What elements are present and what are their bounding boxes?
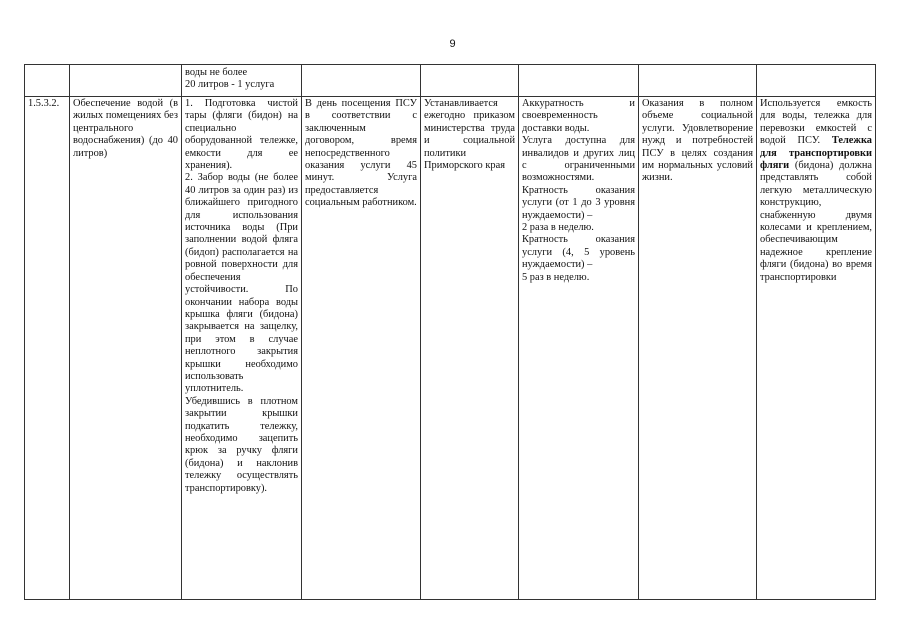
notes-intro: Используется емкость для воды, тележка для перевозки емкостей с водой ПСУ. <box>760 98 872 147</box>
service-code: 1.5.3.2. <box>25 97 70 600</box>
cell-empty <box>25 65 70 97</box>
cell-empty <box>421 65 519 97</box>
notes-rest: (бидона) должна представлять собой легкую металлическую конструкцию, снабженную двумя колесами и креплением, обеспечивающим надежное крепление фляги (бидона) во время транспортировки <box>760 160 872 283</box>
quality-line: Кратность оказания услуги (4, 5 уровень нуждаемости) – <box>522 234 635 271</box>
service-steps <box>182 97 302 600</box>
page-number: 9 <box>449 38 456 50</box>
service-name: Обеспечение водой (в жилых помещениях без центрального водоснабжения) (до 40 литров) <box>70 97 182 600</box>
service-tariff: Устанавливается ежегодно приказом министерства труда и социальной политики Приморского края <box>421 97 519 600</box>
quality-line: Кратность оказания услуги (от 1 до 3 уровня нуждаемости) – <box>522 184 635 221</box>
quality-line: 2 раза в неделю. <box>522 222 594 234</box>
step-paragraph: 2. Забор воды (не более 40 литров за один раз) из ближайшего пригодного для использования источника воды (При заполнении водой фляга (бидоп) располагается на ровной поверхности для обеспечения устойчивости. По окончании набора воды крышка фляги (бидона) закрывается на защелку, при этом в случае неплотного закрытия крышки необходимо использовать уплотнитель. <box>185 172 298 395</box>
service-notes <box>757 97 876 600</box>
quality-line: Услуга доступна для инвалидов и других лиц с ограниченными возможностями. <box>522 135 635 184</box>
cell-empty <box>639 65 757 97</box>
cell-empty <box>302 65 421 97</box>
cell-empty <box>70 65 182 97</box>
service-result: Оказания в полном объеме социальной услуги. Удовлетворение нужд и потребностей ПСУ в целях создания им нормальных условий жизни. <box>639 97 757 600</box>
quality-line: 5 раз в неделю. <box>522 271 590 283</box>
service-quality <box>519 97 639 600</box>
quality-line: Аккуратность и своевременность доставки воды. <box>522 98 635 134</box>
step-paragraph: Убедившись в плотном закрытии крышки подкатить тележку, необходимо зацепить крюк за ручку фляги (бидона) и наклонив тележку осуществлять транспортировку). <box>185 395 298 494</box>
cell-steps-continued <box>182 65 302 97</box>
service-row <box>25 97 876 600</box>
step-paragraph: 1. Подготовка чистой тары (фляги (бидон) на специально оборудованной тележке, емкости для ее хранения). <box>185 98 298 172</box>
steps-line: воды не более <box>185 67 248 78</box>
continuation-row <box>25 65 876 97</box>
cell-empty <box>519 65 639 97</box>
steps-line: 20 литров - 1 услуга <box>185 79 275 91</box>
service-timing: В день посещения ПСУ в соответствии с заключенным договором, время непосредственного оказания услуги 45 минут. Услуга предоставляется социальным работником. <box>302 97 421 600</box>
cell-empty <box>757 65 876 97</box>
notes-bold: Тележка для транспортировки фляги <box>760 135 872 172</box>
services-table <box>24 64 876 600</box>
